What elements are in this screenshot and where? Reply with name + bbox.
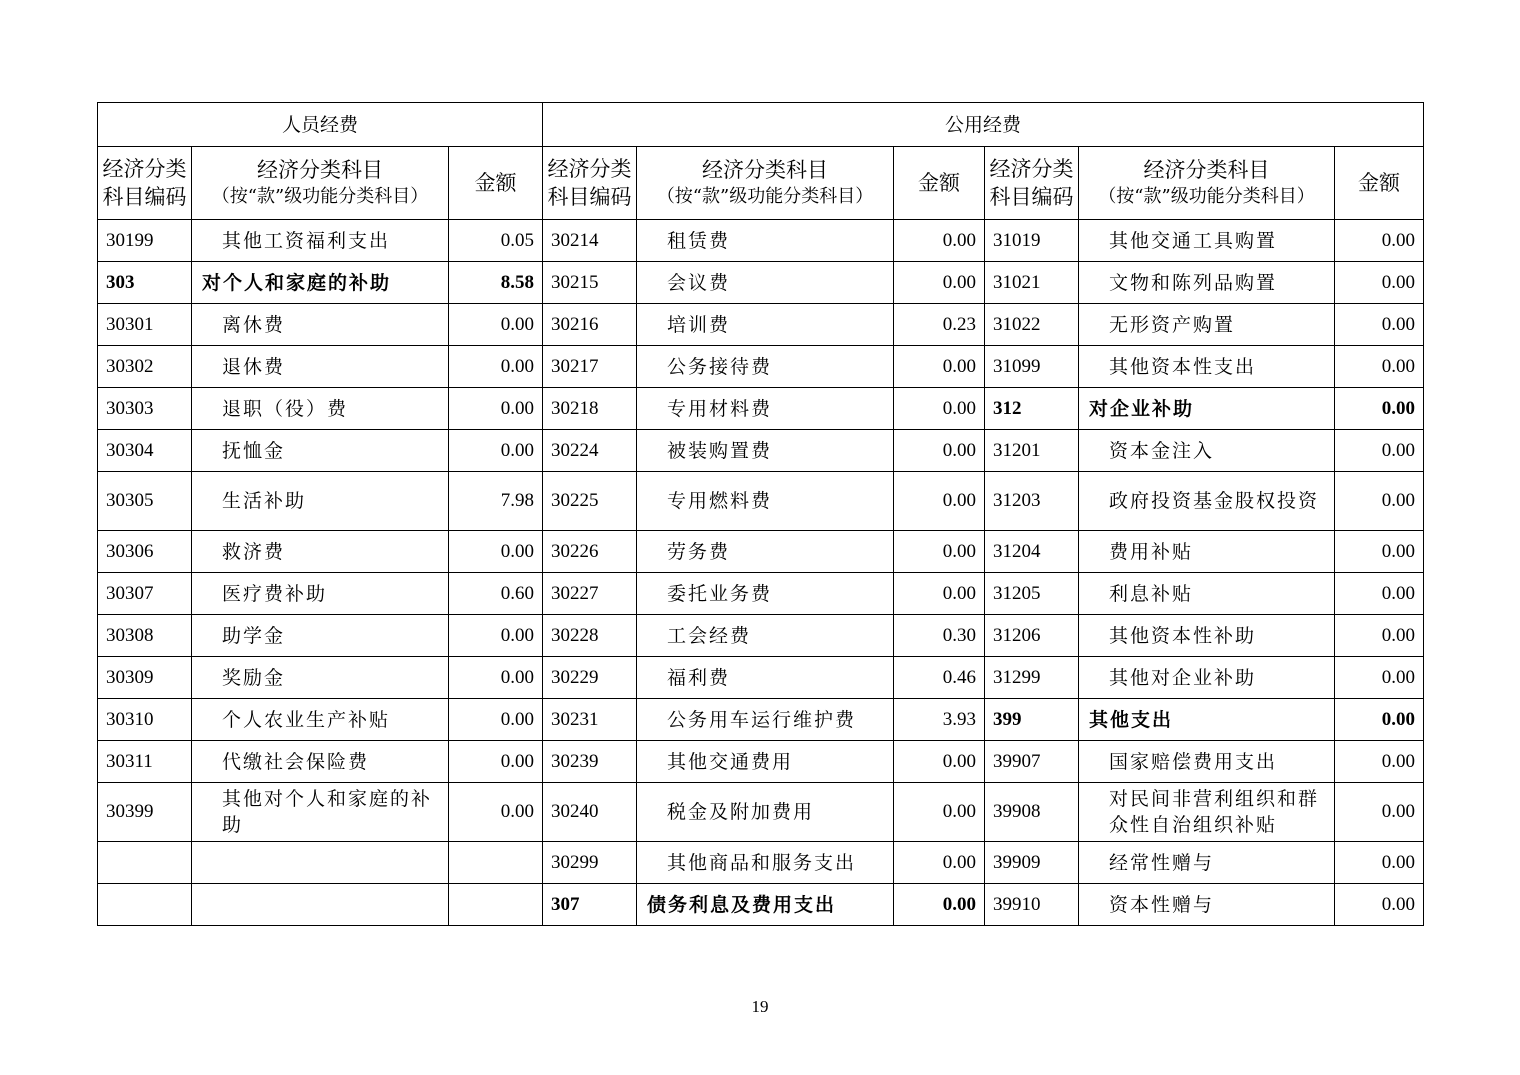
header-amount: 金额 (449, 147, 543, 220)
cell-name: 医疗费补助 (192, 573, 449, 615)
table-row (98, 884, 1424, 926)
cell-code: 30225 (543, 472, 637, 531)
cell-code: 31021 (985, 262, 1079, 304)
cell-name: 退职（役）费 (192, 388, 449, 430)
table-row (98, 262, 1424, 304)
header-amount: 金额 (1335, 147, 1424, 220)
cell-amount: 0.00 (894, 884, 985, 926)
cell-code: 39908 (985, 783, 1079, 842)
cell-name: 其他商品和服务支出 (637, 842, 894, 884)
cell-name: 其他工资福利支出 (192, 220, 449, 262)
cell-code: 399 (985, 699, 1079, 741)
cell-amount: 0.00 (1335, 573, 1424, 615)
cell-code: 31205 (985, 573, 1079, 615)
cell-code: 30224 (543, 430, 637, 472)
cell-amount: 0.00 (1335, 884, 1424, 926)
cell-code: 30218 (543, 388, 637, 430)
cell-code: 30199 (98, 220, 192, 262)
cell-amount: 0.00 (1335, 262, 1424, 304)
cell-amount: 0.60 (449, 573, 543, 615)
cell-amount: 0.00 (1335, 783, 1424, 842)
cell-amount: 0.00 (449, 699, 543, 741)
cell-name: 资本性赠与 (1079, 884, 1335, 926)
column-header-row (98, 147, 1424, 220)
cell-name: 离休费 (192, 304, 449, 346)
cell-code: 30309 (98, 657, 192, 699)
cell-name: 劳务费 (637, 531, 894, 573)
cell-name: 委托业务费 (637, 573, 894, 615)
cell-code: 30302 (98, 346, 192, 388)
cell-code: 30303 (98, 388, 192, 430)
cell-code: 30299 (543, 842, 637, 884)
cell-code: 30304 (98, 430, 192, 472)
cell-name: 债务利息及费用支出 (637, 884, 894, 926)
cell-amount: 0.00 (894, 842, 985, 884)
cell-amount: 0.00 (1335, 615, 1424, 657)
cell-amount: 8.58 (449, 262, 543, 304)
cell-name: 工会经费 (637, 615, 894, 657)
cell-name: 退休费 (192, 346, 449, 388)
cell-code (98, 842, 192, 884)
cell-name: 经常性赠与 (1079, 842, 1335, 884)
cell-amount: 0.00 (894, 531, 985, 573)
table-row (98, 346, 1424, 388)
cell-code: 30306 (98, 531, 192, 573)
cell-amount: 0.00 (449, 657, 543, 699)
table-row (98, 472, 1424, 531)
cell-amount (449, 842, 543, 884)
cell-code: 303 (98, 262, 192, 304)
cell-amount: 0.00 (449, 430, 543, 472)
cell-name: 对民间非营利组织和群众性自治组织补贴 (1079, 783, 1335, 842)
cell-name: 生活补助 (192, 472, 449, 531)
cell-amount: 3.93 (894, 699, 985, 741)
cell-name: 专用材料费 (637, 388, 894, 430)
cell-name: 救济费 (192, 531, 449, 573)
cell-code: 30214 (543, 220, 637, 262)
table-row (98, 388, 1424, 430)
cell-code: 30226 (543, 531, 637, 573)
cell-code: 39909 (985, 842, 1079, 884)
cell-code: 31099 (985, 346, 1079, 388)
cell-name: 对企业补助 (1079, 388, 1335, 430)
table-row (98, 699, 1424, 741)
cell-code: 30399 (98, 783, 192, 842)
cell-name: 其他交通费用 (637, 741, 894, 783)
cell-code: 39907 (985, 741, 1079, 783)
cell-amount (449, 884, 543, 926)
cell-name: 个人农业生产补贴 (192, 699, 449, 741)
cell-amount: 0.00 (449, 615, 543, 657)
cell-code: 30305 (98, 472, 192, 531)
header-name: 经济分类科目 （按“款”级功能分类科目） (637, 147, 894, 220)
cell-amount: 0.00 (1335, 472, 1424, 531)
table-row (98, 573, 1424, 615)
cell-amount: 0.00 (894, 346, 985, 388)
page-number: 19 (751, 997, 769, 1016)
table-row (98, 741, 1424, 783)
cell-name: 代缴社会保险费 (192, 741, 449, 783)
cell-amount: 0.00 (1335, 304, 1424, 346)
cell-code (98, 884, 192, 926)
table-row (98, 531, 1424, 573)
cell-code: 30231 (543, 699, 637, 741)
cell-name: 利息补贴 (1079, 573, 1335, 615)
cell-code: 31019 (985, 220, 1079, 262)
cell-amount: 0.00 (1335, 531, 1424, 573)
cell-code: 30301 (98, 304, 192, 346)
cell-code: 312 (985, 388, 1079, 430)
cell-name: 专用燃料费 (637, 472, 894, 531)
header-name: 经济分类科目 （按“款”级功能分类科目） (1079, 147, 1335, 220)
cell-name: 租赁费 (637, 220, 894, 262)
cell-name: 其他资本性补助 (1079, 615, 1335, 657)
cell-amount: 0.00 (449, 388, 543, 430)
cell-amount: 0.00 (894, 430, 985, 472)
cell-code: 30227 (543, 573, 637, 615)
cell-code: 30307 (98, 573, 192, 615)
cell-amount: 0.00 (894, 388, 985, 430)
section-title-personnel: 人员经费 (98, 103, 543, 147)
cell-name: 公务接待费 (637, 346, 894, 388)
cell-code: 307 (543, 884, 637, 926)
cell-name: 奖励金 (192, 657, 449, 699)
cell-amount: 0.00 (1335, 699, 1424, 741)
cell-name: 其他交通工具购置 (1079, 220, 1335, 262)
header-name: 经济分类科目 （按“款”级功能分类科目） (192, 147, 449, 220)
cell-name (192, 884, 449, 926)
cell-code: 31204 (985, 531, 1079, 573)
cell-name: 抚恤金 (192, 430, 449, 472)
cell-name: 文物和陈列品购置 (1079, 262, 1335, 304)
cell-name: 无形资产购置 (1079, 304, 1335, 346)
cell-name: 政府投资基金股权投资 (1079, 472, 1335, 531)
cell-amount: 0.00 (449, 531, 543, 573)
cell-amount: 0.00 (449, 346, 543, 388)
cell-code: 30239 (543, 741, 637, 783)
cell-name: 国家赔偿费用支出 (1079, 741, 1335, 783)
cell-code: 30216 (543, 304, 637, 346)
cell-amount: 0.00 (894, 472, 985, 531)
cell-code: 31201 (985, 430, 1079, 472)
cell-amount: 0.00 (1335, 388, 1424, 430)
table-row (98, 783, 1424, 842)
cell-amount: 0.00 (894, 573, 985, 615)
table-row (98, 220, 1424, 262)
table-row (98, 430, 1424, 472)
cell-code: 31022 (985, 304, 1079, 346)
cell-code: 30217 (543, 346, 637, 388)
header-code: 经济分类 科目编码 (543, 147, 637, 220)
cell-name: 资本金注入 (1079, 430, 1335, 472)
cell-amount: 0.23 (894, 304, 985, 346)
cell-amount: 0.00 (1335, 430, 1424, 472)
cell-name: 其他支出 (1079, 699, 1335, 741)
cell-name: 其他对企业补助 (1079, 657, 1335, 699)
cell-code: 31206 (985, 615, 1079, 657)
cell-name (192, 842, 449, 884)
cell-code: 30311 (98, 741, 192, 783)
cell-name: 公务用车运行维护费 (637, 699, 894, 741)
table-row (98, 842, 1424, 884)
cell-amount: 0.00 (1335, 842, 1424, 884)
cell-amount: 0.00 (449, 304, 543, 346)
table-row (98, 657, 1424, 699)
cell-code: 30310 (98, 699, 192, 741)
cell-code: 39910 (985, 884, 1079, 926)
table-row (98, 304, 1424, 346)
cell-amount: 0.00 (894, 783, 985, 842)
cell-name: 其他对个人和家庭的补助 (192, 783, 449, 842)
cell-name: 费用补贴 (1079, 531, 1335, 573)
cell-name: 其他资本性支出 (1079, 346, 1335, 388)
cell-name: 助学金 (192, 615, 449, 657)
cell-code: 30308 (98, 615, 192, 657)
table-row (98, 615, 1424, 657)
cell-amount: 0.00 (1335, 741, 1424, 783)
cell-code: 30229 (543, 657, 637, 699)
cell-amount: 0.00 (894, 741, 985, 783)
cell-name: 会议费 (637, 262, 894, 304)
cell-code: 30240 (543, 783, 637, 842)
cell-code: 30215 (543, 262, 637, 304)
section-title-public: 公用经费 (543, 103, 1424, 147)
cell-name: 被装购置费 (637, 430, 894, 472)
cell-amount: 0.00 (1335, 657, 1424, 699)
cell-amount: 0.00 (1335, 220, 1424, 262)
cell-amount: 0.00 (449, 783, 543, 842)
budget-expense-table (97, 102, 1424, 926)
cell-amount: 7.98 (449, 472, 543, 531)
header-code: 经济分类 科目编码 (98, 147, 192, 220)
cell-code: 30228 (543, 615, 637, 657)
cell-amount: 0.05 (449, 220, 543, 262)
cell-name: 培训费 (637, 304, 894, 346)
cell-amount: 0.46 (894, 657, 985, 699)
section-header-row (98, 103, 1424, 147)
cell-amount: 0.00 (1335, 346, 1424, 388)
cell-name: 对个人和家庭的补助 (192, 262, 449, 304)
cell-amount: 0.00 (894, 262, 985, 304)
cell-code: 31299 (985, 657, 1079, 699)
cell-amount: 0.30 (894, 615, 985, 657)
cell-amount: 0.00 (449, 741, 543, 783)
cell-name: 福利费 (637, 657, 894, 699)
cell-amount: 0.00 (894, 220, 985, 262)
header-code: 经济分类 科目编码 (985, 147, 1079, 220)
cell-name: 税金及附加费用 (637, 783, 894, 842)
cell-code: 31203 (985, 472, 1079, 531)
header-amount: 金额 (894, 147, 985, 220)
